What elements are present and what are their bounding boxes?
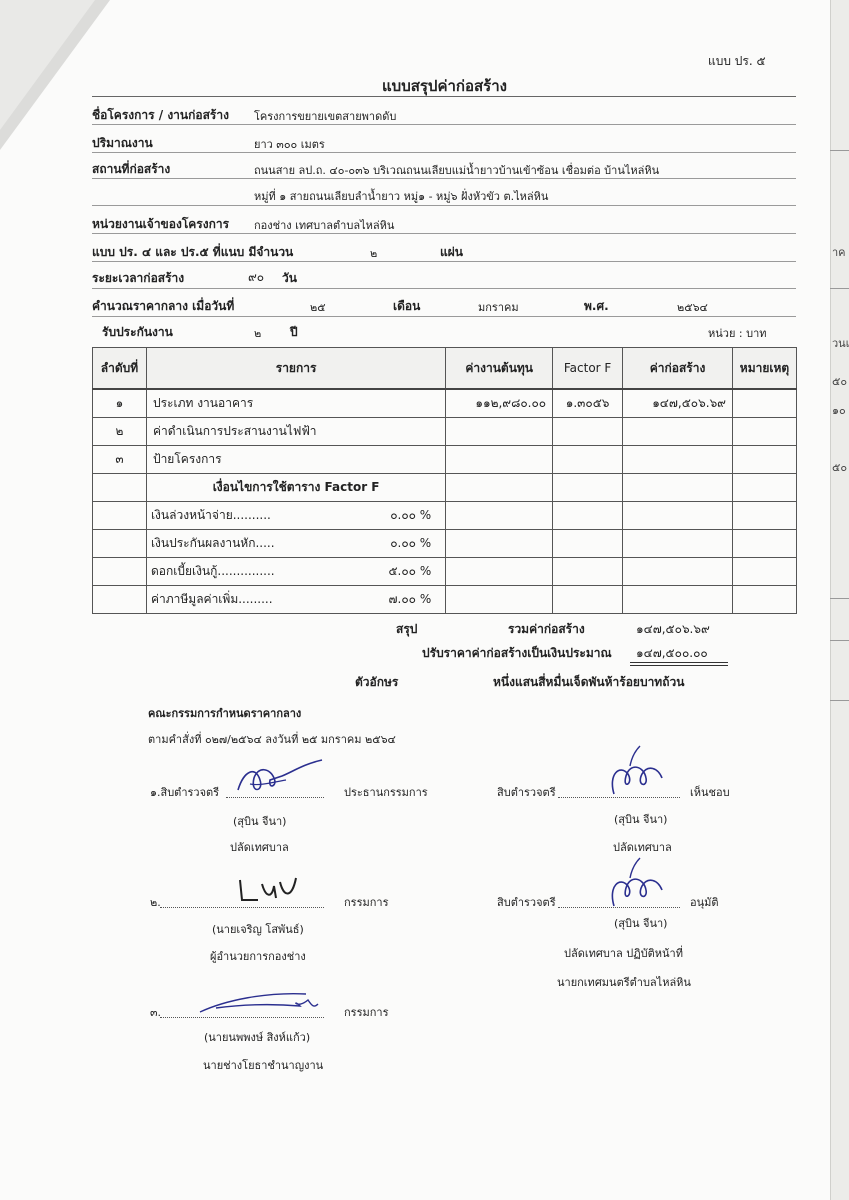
warranty-label: รับประกันงาน [102,325,173,339]
calc-year: ๒๕๖๔ [677,301,708,314]
cost-table [92,347,797,614]
factor-row [93,558,797,586]
calc-year-label: พ.ศ. [584,299,609,313]
round-value: ๑๔๗,๕๐๐.๐๐ [636,646,708,660]
committee-title: คณะกรรมการกำหนดราคากลาง [148,707,302,720]
signature [600,744,680,800]
page-title: แบบสรุปค่าก่อสร้าง [382,77,507,95]
calc-label: คำนวณราคากลาง เมื่อวันที่ [92,299,235,313]
signer5-name: (สุบิน จีนา) [614,917,668,930]
col-header: ลำดับที่ [93,348,147,390]
form-code: แบบ ปร. ๕ [708,54,766,68]
col-header: ค่าก่อสร้าง [623,348,733,390]
table-row [93,389,797,418]
row-item: ค่าดำเนินการประสานงานไฟฟ้า [146,418,445,446]
col-header: รายการ [146,348,445,390]
signer3-prefix: ๓. [150,1006,162,1019]
words-label: ตัวอักษร [355,675,399,689]
round-label: ปรับราคาค่าก่อสร้างเป็นเงินประมาณ [422,646,612,660]
summary-label: สรุป [396,622,418,636]
col-header: หมายเหตุ [732,348,796,390]
signature [196,986,320,1020]
location-line2: หมู่ที่ ๑ สายถนนเลียบลำน้ำยาว หมู่๑ - หมู่๖ ฝั่งหัวขัว ต.ไหล่หิน [254,190,549,203]
factor-title: เงื่อนไขการใช้ตาราง Factor F [146,474,445,502]
signer4-prefix: สิบตำรวจตรี [497,786,556,799]
words-value: หนึ่งแสนสี่หมื่นเจ็ดพันห้าร้อยบาทถ้วน [493,675,685,689]
signer2-title: ผู้อำนวยการกองช่าง [210,950,306,963]
table-row [93,446,797,474]
row-item: ประเภท งานอาคาร [146,389,445,418]
project-value: โครงการขยายเขตสายพาดดับ [254,110,397,123]
factor-label: ค่าภาษีมูลค่าเพิ่ม......... [150,592,273,606]
row-item: ป้ายโครงการ [146,446,445,474]
signer5-role: อนุมัติ [690,896,719,909]
signer4-title: ปลัดเทศบาล [613,841,672,854]
signer1-title: ปลัดเทศบาล [230,841,289,854]
signature [230,756,330,798]
signer2-role: กรรมการ [344,896,389,909]
calc-month: มกราคม [478,301,519,314]
signer2-name: (นายเจริญ โสพันธ์) [212,923,304,936]
edge-text: าค [832,246,846,259]
row-cost: ๑๑๒,๙๘๐.๐๐ [446,389,553,418]
forms-count: ๒ [370,247,378,260]
factor-value: ๕.๐๐ % [388,564,432,578]
folded-corner-inner [0,0,95,130]
factor-row [93,530,797,558]
edge-text: วนเ [832,337,849,350]
quantity-value: ยาว ๓๐๐ เมตร [254,138,325,151]
owner-label: หน่วยงานเจ้าของโครงการ [92,217,230,231]
duration-value: ๙๐ [248,270,265,284]
signer1-name: (สุบิน จีนา) [233,815,287,828]
warranty-value: ๒ [254,327,262,340]
row-build: ๑๔๗,๕๐๖.๖๙ [623,389,733,418]
row-factor: ๑.๓๐๕๖ [553,389,623,418]
signer1-prefix: ๑.สิบตำรวจตรี [150,786,220,799]
signature [600,856,680,912]
calc-day: ๒๕ [310,301,326,314]
factor-label: เงินล่วงหน้าจ่าย.......... [150,508,271,522]
duration-label: ระยะเวลาก่อสร้าง [92,271,185,285]
adjacent-page-edge [830,0,849,1200]
signer4-role: เห็นชอบ [690,786,730,799]
col-header: ค่างานต้นทุน [446,348,553,390]
warranty-unit: ปี [290,325,298,339]
row-no: ๓ [93,446,147,474]
forms-unit: แผ่น [440,245,463,259]
signer5-title2: นายกเทศมนตรีตำบลไหล่หิน [557,976,691,989]
location-label: สถานที่ก่อสร้าง [92,162,171,176]
factor-row [93,502,797,530]
signer3-name: (นายนพพงษ์ สิงห์แก้ว) [204,1031,311,1044]
owner-value: กองช่าง เทศบาลตำบลไหล่หิน [254,219,395,232]
duration-unit: วัน [282,271,297,285]
quantity-label: ปริมาณงาน [92,136,153,150]
calc-month-label: เดือน [393,299,421,313]
edge-text: ๕๐ [832,375,848,388]
signature [236,874,306,910]
edge-text: ๕๐ [832,461,848,474]
col-header: Factor F [553,348,623,390]
factor-value: ๐.๐๐ % [390,508,432,522]
signer3-title: นายช่างโยธาชำนาญงาน [203,1059,324,1072]
forms-label: แบบ ปร. ๔ และ ปร.๕ ที่แนบ มีจำนวน [92,245,294,259]
row-no: ๑ [93,389,147,418]
factor-value: ๐.๐๐ % [390,536,432,550]
signer5-prefix: สิบตำรวจตรี [497,896,556,909]
signer3-role: กรรมการ [344,1006,389,1019]
factor-label: เงินประกันผลงานหัก..... [150,536,275,550]
factor-value: ๗.๐๐ % [388,592,432,606]
table-row [93,418,797,446]
location-line1: ถนนสาย ลป.ถ. ๔๐-๐๓๖ บริเวณถนนเลียบแม่น้ำยาวบ้านเข้าซ้อน เชื่อมต่อ บ้านไหล่หิน [254,164,660,177]
signer4-name: (สุบิน จีนา) [614,813,668,826]
currency-unit: หน่วย : บาท [708,327,767,340]
edge-text: ๑๐ [832,404,846,417]
signer2-prefix: ๒. [150,896,161,909]
total-label: รวมค่าก่อสร้าง [508,622,585,636]
factor-label: ดอกเบี้ยเงินกู้............... [150,564,275,578]
row-no: ๒ [93,418,147,446]
project-label: ชื่อโครงการ / งานก่อสร้าง [92,108,229,122]
committee-order: ตามคำสั่งที่ ๐๒๗/๒๕๖๔ ลงวันที่ ๒๕ มกราคม ๒๕๖๔ [148,733,396,746]
signer5-title: ปลัดเทศบาล ปฏิบัติหน้าที่ [564,947,683,960]
signer1-role: ประธานกรรมการ [344,786,428,799]
total-value: ๑๔๗,๕๐๖.๖๙ [636,622,710,636]
factor-row [93,586,797,614]
